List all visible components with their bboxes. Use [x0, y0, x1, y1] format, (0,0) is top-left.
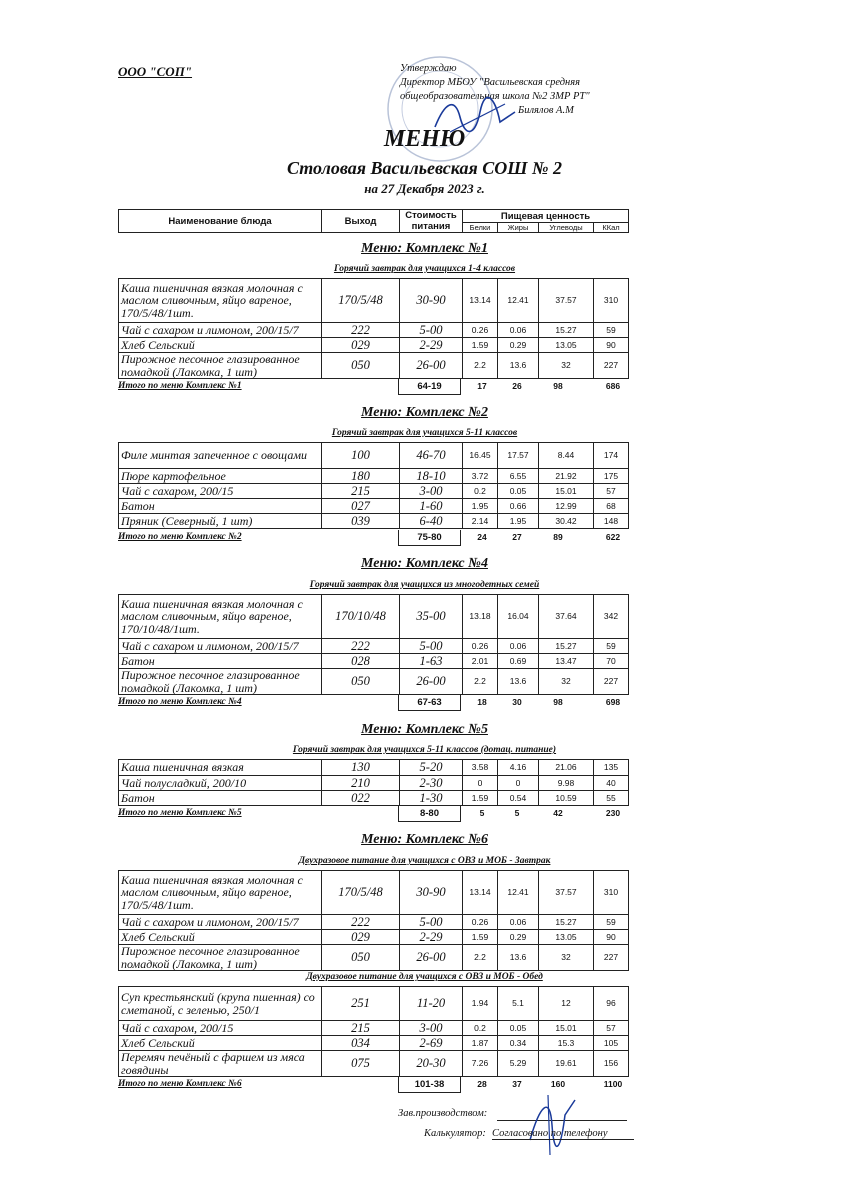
- dish-kcal: 174: [594, 443, 629, 469]
- dish-carbs: 19.61: [539, 1051, 594, 1077]
- dish-output: 222: [322, 915, 400, 930]
- dish-fat: 1.95: [498, 514, 539, 529]
- dish-kcal: 57: [594, 1021, 629, 1036]
- dish-fat: 17.57: [498, 443, 539, 469]
- dish-output: 130: [322, 760, 400, 776]
- menu-table: [118, 278, 629, 379]
- dish-fat: 5.29: [498, 1051, 539, 1077]
- dish-name: Чай с сахаром, 200/15: [119, 1021, 322, 1036]
- dish-carbs: 10.59: [539, 791, 594, 806]
- dish-fat: 13.6: [498, 669, 539, 695]
- group-title: Двухразовое питание для учащихся с ОВЗ и МОБ - Обед: [306, 972, 543, 982]
- menu-table: [118, 870, 629, 971]
- dish-fat: 12.41: [498, 871, 539, 915]
- dish-name: Пирожное песочное глазированное помадкой (Лакомка, 1 шт): [119, 669, 322, 695]
- dish-protein: 2.01: [463, 654, 498, 669]
- dish-output: 170/5/48: [322, 871, 400, 915]
- total-kcal: 698: [605, 697, 621, 707]
- dish-kcal: 105: [594, 1036, 629, 1051]
- dish-protein: 13.14: [463, 279, 498, 323]
- dish-kcal: 175: [594, 469, 629, 484]
- dish-fat: 0.69: [498, 654, 539, 669]
- dish-protein: 1.87: [463, 1036, 498, 1051]
- total-carbs: 42: [553, 808, 563, 818]
- dish-fat: 0.29: [498, 338, 539, 353]
- dish-name: Чай с сахаром и лимоном, 200/15/7: [119, 323, 322, 338]
- total-fat: 30: [512, 697, 522, 707]
- dish-price: 1-60: [400, 499, 463, 514]
- column-header: [118, 209, 629, 233]
- dish-kcal: 59: [594, 323, 629, 338]
- dish-protein: 7.26: [463, 1051, 498, 1077]
- total-label: Итого по меню Комплекс №6: [118, 1079, 242, 1089]
- dish-name: Каша пшеничная вязкая: [119, 760, 322, 776]
- total-fat: 26: [512, 381, 522, 391]
- header-nutrition: Пищевая ценность: [463, 210, 629, 223]
- group-title: Горячий завтрак для учащихся 5-11 классов (дотац. питание): [292, 745, 557, 755]
- dish-protein: 0.2: [463, 484, 498, 499]
- dish-protein: 0.26: [463, 915, 498, 930]
- dish-carbs: 21.92: [539, 469, 594, 484]
- dish-output: 075: [322, 1051, 400, 1077]
- dish-kcal: 96: [594, 987, 629, 1021]
- dish-kcal: 156: [594, 1051, 629, 1077]
- table-row: [119, 353, 629, 379]
- dish-name: Каша пшеничная вязкая молочная с маслом сливочным, яйцо вареное, 170/5/48/1шт.: [119, 871, 322, 915]
- group-title: Двухразовое питание для учащихся с ОВЗ и МОБ - Завтрак: [298, 856, 551, 866]
- dish-protein: 13.14: [463, 871, 498, 915]
- table-row: [119, 930, 629, 945]
- dish-carbs: 15.27: [539, 323, 594, 338]
- total-sum: 101-38: [398, 1077, 461, 1093]
- dish-kcal: 55: [594, 791, 629, 806]
- dish-output: 215: [322, 484, 400, 499]
- dish-fat: 0.06: [498, 915, 539, 930]
- dish-name: Суп крестьянский (крупа пшенная) со сметаной, с зеленью, 250/1: [119, 987, 322, 1021]
- total-label: Итого по меню Комплекс №5: [118, 808, 242, 818]
- header-kcal: ККал: [594, 223, 629, 233]
- dish-output: 222: [322, 323, 400, 338]
- dish-name: Чай с сахаром, 200/15: [119, 484, 322, 499]
- dish-carbs: 37.57: [539, 279, 594, 323]
- dish-fat: 5.1: [498, 987, 539, 1021]
- dish-price: 26-00: [400, 353, 463, 379]
- dish-carbs: 32: [539, 353, 594, 379]
- header-protein: Белки: [463, 223, 498, 233]
- dish-output: 034: [322, 1036, 400, 1051]
- table-row: [119, 338, 629, 353]
- menu-table: [118, 759, 629, 806]
- dish-price: 46-70: [400, 443, 463, 469]
- dish-carbs: 32: [539, 669, 594, 695]
- section-title: Меню: Комплекс №5: [361, 722, 488, 737]
- dish-name: Каша пшеничная вязкая молочная с маслом сливочным, яйцо вареное, 170/5/48/1шт.: [119, 279, 322, 323]
- dish-name: Каша пшеничная вязкая молочная с маслом сливочным, яйцо вареное, 170/10/48/1шт.: [119, 595, 322, 639]
- page-subtitle: Столовая Васильевская СОШ № 2: [287, 158, 562, 178]
- total-carbs: 160: [550, 1079, 566, 1089]
- menu-table: [118, 986, 629, 1077]
- dish-protein: 0: [463, 776, 498, 791]
- dish-kcal: 40: [594, 776, 629, 791]
- dish-price: 11-20: [400, 987, 463, 1021]
- dish-kcal: 59: [594, 639, 629, 654]
- director-name: Билялов А.М: [518, 105, 574, 116]
- dish-carbs: 12: [539, 987, 594, 1021]
- dish-price: 2-29: [400, 930, 463, 945]
- total-protein: 18: [477, 697, 487, 707]
- dish-kcal: 90: [594, 338, 629, 353]
- section-total: [118, 532, 628, 547]
- dish-carbs: 37.57: [539, 871, 594, 915]
- dish-fat: 0.06: [498, 323, 539, 338]
- dish-protein: 2.14: [463, 514, 498, 529]
- total-carbs: 98: [553, 381, 563, 391]
- dish-price: 26-00: [400, 669, 463, 695]
- section-title: Меню: Комплекс №2: [361, 405, 488, 420]
- dish-protein: 3.58: [463, 760, 498, 776]
- table-row: [119, 776, 629, 791]
- dish-protein: 0.26: [463, 639, 498, 654]
- dish-protein: 0.26: [463, 323, 498, 338]
- dish-carbs: 8.44: [539, 443, 594, 469]
- total-label: Итого по меню Комплекс №2: [118, 532, 242, 542]
- table-row: [119, 443, 629, 469]
- calculator-label: Калькулятор:: [424, 1128, 486, 1139]
- table-row: [119, 1021, 629, 1036]
- dish-output: 029: [322, 930, 400, 945]
- total-protein: 24: [477, 532, 487, 542]
- dish-protein: 1.59: [463, 791, 498, 806]
- dish-output: 210: [322, 776, 400, 791]
- dish-output: 180: [322, 469, 400, 484]
- dish-price: 2-30: [400, 776, 463, 791]
- dish-price: 26-00: [400, 945, 463, 971]
- total-sum: 67-63: [398, 695, 461, 711]
- total-protein: 28: [477, 1079, 487, 1089]
- dish-name: Хлеб Сельский: [119, 930, 322, 945]
- dish-protein: 16.45: [463, 443, 498, 469]
- table-row: [119, 791, 629, 806]
- dish-price: 5-00: [400, 639, 463, 654]
- dish-carbs: 37.64: [539, 595, 594, 639]
- dish-name: Пюре картофельное: [119, 469, 322, 484]
- table-row: [119, 915, 629, 930]
- dish-name: Пирожное песочное глазированное помадкой (Лакомка, 1 шт): [119, 353, 322, 379]
- dish-fat: 6.55: [498, 469, 539, 484]
- dish-fat: 0.06: [498, 639, 539, 654]
- menu-date: на 27 Декабря 2023 г.: [364, 181, 485, 196]
- section-title: Меню: Комплекс №4: [361, 556, 488, 571]
- dish-carbs: 21.06: [539, 760, 594, 776]
- dish-price: 18-10: [400, 469, 463, 484]
- dish-name: Чай с сахаром и лимоном, 200/15/7: [119, 915, 322, 930]
- table-row: [119, 871, 629, 915]
- dish-name: Пряник (Северный, 1 шт): [119, 514, 322, 529]
- dish-kcal: 227: [594, 669, 629, 695]
- dish-protein: 1.95: [463, 499, 498, 514]
- dish-price: 5-00: [400, 323, 463, 338]
- dish-output: 050: [322, 945, 400, 971]
- dish-protein: 2.2: [463, 945, 498, 971]
- table-row: [119, 987, 629, 1021]
- dish-price: 6-40: [400, 514, 463, 529]
- total-kcal: 1100: [603, 1079, 623, 1089]
- dish-output: 170/5/48: [322, 279, 400, 323]
- dish-fat: 13.6: [498, 353, 539, 379]
- menu-table: [118, 594, 629, 695]
- dish-kcal: 227: [594, 945, 629, 971]
- approve-line: Утверждаю: [400, 63, 457, 74]
- table-row: [119, 499, 629, 514]
- dish-fat: 0.54: [498, 791, 539, 806]
- dish-carbs: 15.27: [539, 639, 594, 654]
- dish-carbs: 15.01: [539, 1021, 594, 1036]
- dish-output: 100: [322, 443, 400, 469]
- dish-price: 35-00: [400, 595, 463, 639]
- table-row: [119, 323, 629, 338]
- table-row: [119, 654, 629, 669]
- dish-price: 3-00: [400, 1021, 463, 1036]
- dish-protein: 2.2: [463, 669, 498, 695]
- manager-signature: [520, 1085, 580, 1160]
- dish-kcal: 59: [594, 915, 629, 930]
- total-protein: 5: [479, 808, 485, 818]
- dish-carbs: 30.42: [539, 514, 594, 529]
- header-cost: Стоимость питания: [400, 210, 463, 233]
- dish-fat: 0.05: [498, 1021, 539, 1036]
- dish-carbs: 13.05: [539, 930, 594, 945]
- dish-fat: 0.29: [498, 930, 539, 945]
- section-title: Меню: Комплекс №1: [361, 241, 488, 256]
- dish-kcal: 68: [594, 499, 629, 514]
- dish-name: Чай полусладкий, 200/10: [119, 776, 322, 791]
- dish-carbs: 15.3: [539, 1036, 594, 1051]
- dish-output: 222: [322, 639, 400, 654]
- approve-line: Директор МБОУ "Васильевская средняя: [400, 77, 581, 88]
- table-row: [119, 639, 629, 654]
- table-row: [119, 469, 629, 484]
- dish-carbs: 9.98: [539, 776, 594, 791]
- dish-fat: 4.16: [498, 760, 539, 776]
- total-sum: 75-80: [398, 530, 461, 546]
- group-title: Горячий завтрак для учащихся 1-4 классов: [333, 264, 516, 274]
- section-total: [118, 381, 628, 396]
- dish-price: 5-00: [400, 915, 463, 930]
- dish-carbs: 15.01: [539, 484, 594, 499]
- dish-output: 029: [322, 338, 400, 353]
- total-label: Итого по меню Комплекс №4: [118, 697, 242, 707]
- dish-fat: 12.41: [498, 279, 539, 323]
- total-kcal: 686: [605, 381, 621, 391]
- total-carbs: 89: [553, 532, 563, 542]
- dish-price: 2-69: [400, 1036, 463, 1051]
- dish-price: 1-63: [400, 654, 463, 669]
- dish-kcal: 135: [594, 760, 629, 776]
- dish-fat: 13.6: [498, 945, 539, 971]
- section-total: [118, 697, 628, 712]
- section-title: Меню: Комплекс №6: [361, 832, 488, 847]
- dish-fat: 0: [498, 776, 539, 791]
- total-fat: 27: [512, 532, 522, 542]
- table-row: [119, 595, 629, 639]
- total-fat: 37: [512, 1079, 522, 1089]
- dish-kcal: 310: [594, 279, 629, 323]
- total-sum: 64-19: [398, 379, 461, 395]
- dish-protein: 2.2: [463, 353, 498, 379]
- dish-fat: 16.04: [498, 595, 539, 639]
- dish-price: 20-30: [400, 1051, 463, 1077]
- approve-line: общеобразовательная школа №2 ЗМР РТ": [400, 91, 590, 102]
- total-kcal: 622: [605, 532, 621, 542]
- group-title: Горячий завтрак для учащихся из многодетных семей: [309, 580, 540, 590]
- group-title: Горячий завтрак для учащихся 5-11 классов: [331, 428, 518, 438]
- dish-protein: 3.72: [463, 469, 498, 484]
- page-title: МЕНЮ: [383, 126, 466, 152]
- header-output: Выход: [322, 210, 400, 233]
- dish-output: 050: [322, 353, 400, 379]
- table-row: [119, 1051, 629, 1077]
- dish-carbs: 13.05: [539, 338, 594, 353]
- total-fat: 5: [514, 808, 520, 818]
- dish-kcal: 148: [594, 514, 629, 529]
- total-kcal: 230: [605, 808, 621, 818]
- dish-name: Пирожное песочное глазированное помадкой (Лакомка, 1 шт): [119, 945, 322, 971]
- dish-output: 022: [322, 791, 400, 806]
- dish-kcal: 310: [594, 871, 629, 915]
- dish-output: 027: [322, 499, 400, 514]
- dish-output: 028: [322, 654, 400, 669]
- dish-protein: 0.2: [463, 1021, 498, 1036]
- dish-protein: 1.94: [463, 987, 498, 1021]
- dish-fat: 0.34: [498, 1036, 539, 1051]
- dish-carbs: 12.99: [539, 499, 594, 514]
- dish-fat: 0.05: [498, 484, 539, 499]
- total-protein: 17: [477, 381, 487, 391]
- dish-price: 1-30: [400, 791, 463, 806]
- table-row: [119, 669, 629, 695]
- dish-output: 251: [322, 987, 400, 1021]
- dish-kcal: 90: [594, 930, 629, 945]
- header-fat: Жиры: [498, 223, 539, 233]
- dish-carbs: 32: [539, 945, 594, 971]
- table-row: [119, 484, 629, 499]
- dish-output: 039: [322, 514, 400, 529]
- dish-protein: 13.18: [463, 595, 498, 639]
- dish-kcal: 342: [594, 595, 629, 639]
- dish-fat: 0.66: [498, 499, 539, 514]
- dish-name: Батон: [119, 654, 322, 669]
- total-carbs: 98: [553, 697, 563, 707]
- dish-price: 30-90: [400, 279, 463, 323]
- dish-price: 5-20: [400, 760, 463, 776]
- table-row: [119, 1036, 629, 1051]
- dish-kcal: 227: [594, 353, 629, 379]
- dish-price: 2-29: [400, 338, 463, 353]
- dish-protein: 1.59: [463, 930, 498, 945]
- dish-name: Чай с сахаром и лимоном, 200/15/7: [119, 639, 322, 654]
- table-row: [119, 514, 629, 529]
- calculator-value: Согласовано по телефону: [492, 1128, 634, 1140]
- menu-table: [118, 442, 629, 529]
- header-carbs: Углеводы: [539, 223, 594, 233]
- dish-kcal: 57: [594, 484, 629, 499]
- dish-name: Батон: [119, 791, 322, 806]
- table-row: [119, 279, 629, 323]
- dish-carbs: 13.47: [539, 654, 594, 669]
- dish-name: Филе минтая запеченное с овощами: [119, 443, 322, 469]
- table-row: [119, 760, 629, 776]
- dish-name: Перемяч печёный с фаршем из мяса говядины: [119, 1051, 322, 1077]
- dish-name: Хлеб Сельский: [119, 338, 322, 353]
- dish-price: 30-90: [400, 871, 463, 915]
- dish-protein: 1.59: [463, 338, 498, 353]
- dish-name: Батон: [119, 499, 322, 514]
- dish-price: 3-00: [400, 484, 463, 499]
- total-sum: 8-80: [398, 806, 461, 822]
- dish-output: 215: [322, 1021, 400, 1036]
- dish-carbs: 15.27: [539, 915, 594, 930]
- manager-label: Зав.производством:: [398, 1108, 488, 1119]
- total-label: Итого по меню Комплекс №1: [118, 381, 242, 391]
- dish-output: 170/10/48: [322, 595, 400, 639]
- header-name: Наименование блюда: [119, 210, 322, 233]
- dish-output: 050: [322, 669, 400, 695]
- table-row: [119, 945, 629, 971]
- section-total: [118, 808, 628, 823]
- organization-name: ООО "СОП": [118, 64, 193, 79]
- dish-name: Хлеб Сельский: [119, 1036, 322, 1051]
- dish-kcal: 70: [594, 654, 629, 669]
